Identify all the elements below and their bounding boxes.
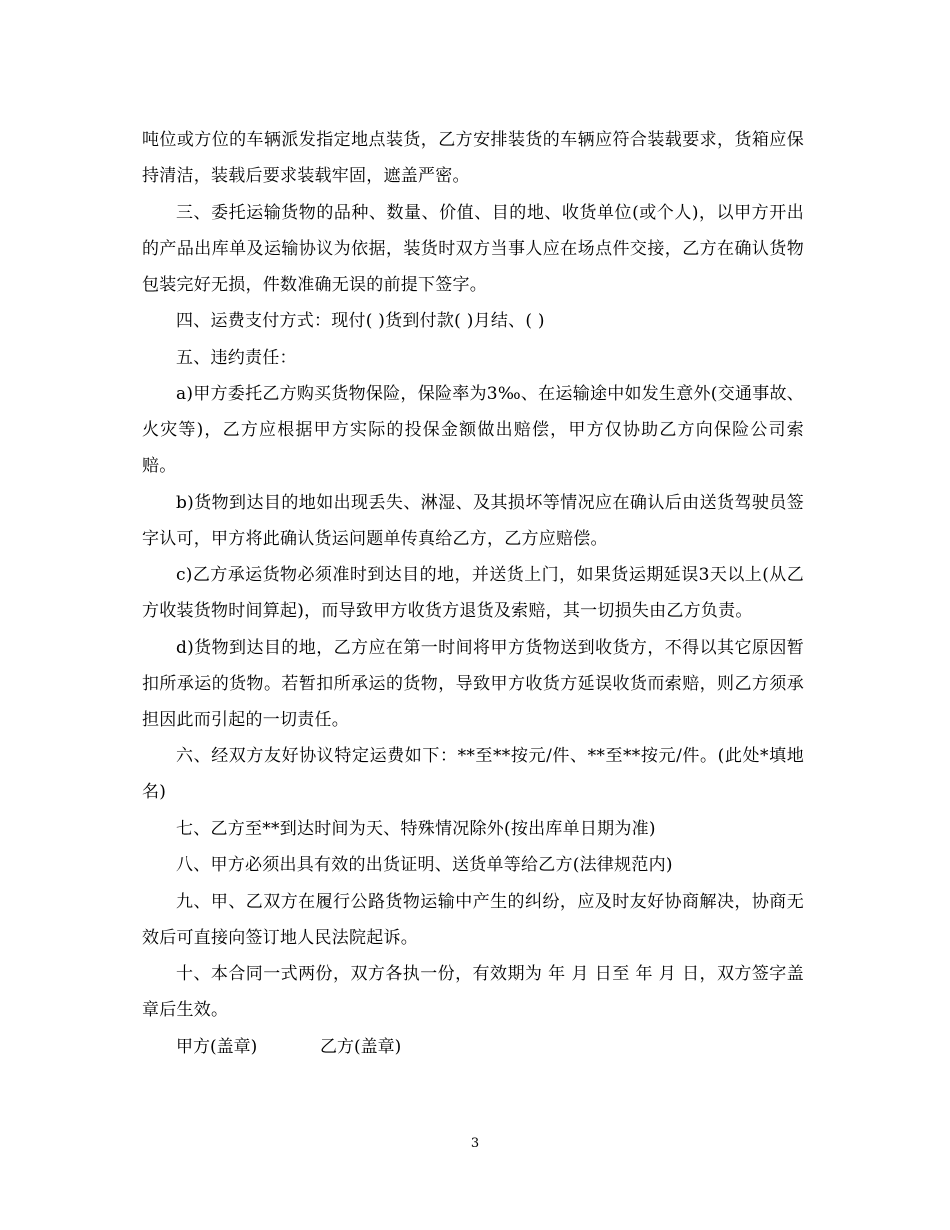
clause-5-d: d)货物到达目的地，乙方应在第一时间将甲方货物送到收货方，不得以其它原因暂扣所承运的货物。若暂扣所承运的货物，导致甲方收货方延误收货而索赔，则乙方须承担因此而引起的一切责任。 bbox=[142, 637, 804, 730]
clause-5-b: b)货物到达目的地如出现丢失、淋湿、及其损坏等情况应在确认后由送货驾驶员签字认可，甲方将此确认货运问题单传真给乙方，乙方应赔偿。 bbox=[142, 492, 804, 549]
page-number: 3 bbox=[470, 1136, 480, 1151]
document-body bbox=[142, 122, 804, 1065]
clause-8: 八、甲方必须出具有效的出货证明、送货单等给乙方(法律规范内) bbox=[176, 855, 673, 875]
clause-5-c: c)乙方承运货物必须准时到达目的地，并送货上门，如果货运期延误3天以上(从乙方收装货物时间算起)，而导致甲方收货方退货及索赔，其一切损失由乙方负责。 bbox=[142, 565, 804, 621]
clause-5-a: a)甲方委托乙方购买货物保险，保险率为3‰、在运输途中如发生意外(交通事故、火灾等)，乙方应根据甲方实际的投保金额做出赔偿，甲方仅协助乙方向保险公司索赔。 bbox=[142, 384, 804, 476]
clause-4: 四、运费支付方式：现付( )货到付款( )月结、( ) bbox=[176, 311, 545, 331]
party-b-signature-label: 乙方(盖章) bbox=[320, 1036, 402, 1057]
clause-6: 六、经双方友好协议特定运费如下：**至**按元/件、**至**按元/件。(此处*填地名) bbox=[142, 746, 804, 802]
clause-9: 九、甲、乙双方在履行公路货物运输中产生的纠纷，应及时友好协商解决，协商无效后可直接向签订地人民法院起诉。 bbox=[142, 891, 804, 948]
clause-3: 三、委托运输货物的品种、数量、价值、目的地、收货单位(或个人)，以甲方开出的产品出库单及运输协议为依据，装货时双方当事人应在场点件交接，乙方在确认货物包装完好无损，件数准确无误的前提下签字。 bbox=[142, 202, 804, 295]
paragraph-continuation: 吨位或方位的车辆派发指定地点装货，乙方安排装货的车辆应符合装载要求，货箱应保持清洁，装载后要求装载牢固，遮盖严密。 bbox=[142, 130, 804, 186]
party-a-signature-label: 甲方(盖章) bbox=[176, 1036, 258, 1057]
signature-line bbox=[142, 1029, 804, 1065]
clause-10: 十、本合同一式两份，双方各执一份，有效期为 年 月 日至 年 月 日，双方签字盖章后生效。 bbox=[142, 964, 804, 1020]
clause-5-heading: 五、违约责任： bbox=[176, 347, 297, 368]
clause-7: 七、乙方至**到达时间为天、特殊情况除外(按出库单日期为准) bbox=[176, 818, 656, 839]
